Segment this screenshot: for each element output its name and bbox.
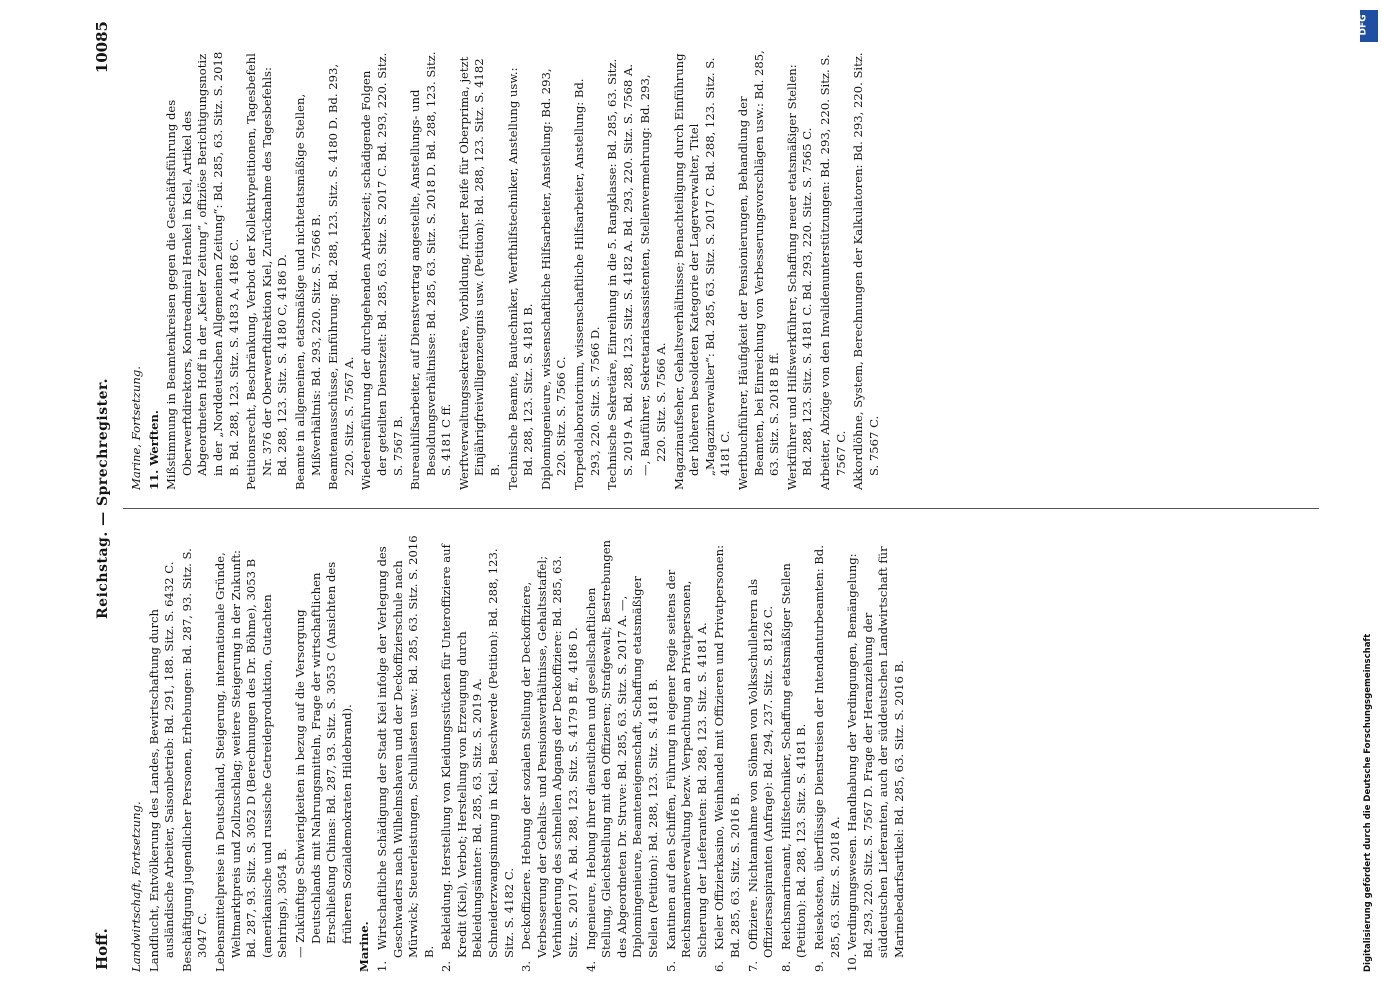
register-entry: Beamtenausschüsse, Einführung: Bd. 288, 123. Sitz. S. 4180 D. Bd. 293, 220. Sitz. S. 7567 A. <box>326 63 356 490</box>
register-entry: Technische Beamte, Bautechniker, Werfthilfstechniker, Anstellung usw.: Bd. 288, 123. Sitz. S. 4181 B. <box>505 67 536 490</box>
header-left-word: Hoff. <box>93 928 111 970</box>
register-entry: Wiedereinführung der durchgehenden Arbeitszeit; schädigende Folgen der geteilten Dienstzeit: Bd. 285, 63. Sitz. S. 2017 C. Bd. 293, 220. Sitz. S. 7567 B. <box>359 52 405 490</box>
funding-note: Digitalisierung gefördert durch die Deutsche Forschungsgemeinschaft <box>1363 633 1373 972</box>
register-entry: Werftverwaltungssekretäre, Vorbildung, früher Reife für Oberprima, jetzt Einjährigfreiwilligenzeugnis usw. (Petition): Bd. 288, 123. Sitz. S. 4182 B. <box>456 56 503 490</box>
marine-item: 9.Reisekosten, überflüssige Dienstreisen der Intendanturbeamten: Bd. 285, 63. Sitz. S. 2018 A. <box>811 545 842 972</box>
register-page <box>89 21 1359 976</box>
right-continuation: Marine, Fortsetzung. <box>129 366 143 490</box>
page-header <box>89 21 123 976</box>
header-title: Reichstag. — Sprechregister. <box>95 378 111 619</box>
register-entry: Akkordlöhne, System, Berechnungen der Kalkulatoren: Bd. 293, 220. Sitz. S. 7567 C. <box>851 52 881 490</box>
marine-item: 2.Bekleidung. Herstellung von Kleidungsstücken für Unteroffiziere auf Kredit (Kiel), Verbot; Herstellung von Erzeugung durch Bekleidungsämter: Bd. 285, 63. Sitz. S. 2019 A. Schneiderzwangsinnung in Kiel, Beschwerde (Petition): Bd. 288, 123. Sitz. S. 4182 C. <box>439 544 516 972</box>
left-continuation: Landwirtschaft, Fortsetzung. <box>129 801 143 972</box>
register-entry: Torpedolaboratorium, wissenschaftliche Hilfsarbeiter, Anstellung: Bd. 293, 220. Sitz. S. 7566 D. <box>572 78 602 490</box>
register-entry: Diplomingenieure, wissenschaftliche Hilfsarbeiter, Anstellung: Bd. 293, 220. Sitz. S. 7566 C. <box>538 68 569 490</box>
register-entry: Lebensmittelpreise in Deutschland, Steigerung, internationale Gründe, Weltmarktpreis und Zollzuschlag; weitere Steigerung in der Zukunft: Bd. 287, 93. Sitz. S. 3052 D (Berechnungen des Dr. Böhme), 3053 B (amerikanische und russische Getreideproduktion, Gutachten Sehrings), 3054 B. <box>212 550 290 972</box>
marine-item: 8.Reichsmarineamt, Hilfstechniker, Schaffung etatsmäßiger Stellen (Petition): Bd. 288, 123. Sitz. S. 4181 B. <box>778 563 809 972</box>
marine-item: 7.Offiziere. Nichtannahme von Söhnen von Volksschullehrern als Offiziersaspiranten (Anfrage): Bd. 294, 237. Sitz. S. 8126 C. <box>745 578 776 972</box>
left-column <box>129 532 910 972</box>
register-entry: Landflucht, Entvölkerung des Landes, Bewirtschaftung durch ausländische Arbeiter, Saisonbetrieb: Bd. 291, 188. Sitz. S. 6432 C. <box>146 561 177 972</box>
register-entry: Beschäftigung jugendlicher Personen, Erhebungen: Bd. 287, 93. Sitz. S. 3047 C. <box>179 548 210 972</box>
marine-item: 5.Kantinen auf den Schiffen, Führung in eigener Regie seitens der Reichsmarineverwaltung bezw. Verpachtung an Privatpersonen, Sicherung der Lieferanten: Bd. 288, 123. Sitz. S. 4181 A. <box>663 569 709 972</box>
marine-item: 4.Ingenieure, Hebung ihrer dienstlichen und gesellschaftlichen Stellung, Gleichstellung mit den Offizieren; Strafgewalt; Bestrebungen des Abgeordneten Dr. Struve: Bd. 285, 63. Sitz. S. 2017 A. —, Diplomingenieure, Beamteneigenschaft, Schaffung etatsmäßiger Stellen (Petition): Bd. 288, 123. Sitz. S. 4181 B. <box>583 539 660 972</box>
right-column <box>129 50 884 490</box>
marine-item: 3.Deckoffiziere. Hebung der sozialen Stellung der Deckoffiziere, Verbesserung der Gehalts- und Pensionsverhältnisse, Gehaltsstaffel; Verhinderung des schnellen Abgangs der Deckoffiziere: Bd. 285, 63. Sitz. S. 2017 A. Bd. 288, 123. Sitz. S. 4179 B ff., 4186 D. <box>519 555 581 972</box>
register-subentry: — Zukünftige Schwierigkeiten in bezug auf die Versorgung Deutschlands mit Nahrungsmitteln, Frage der wirtschaftlichen Erschließung Chinas: Bd. 287, 93. Sitz. S. 3053 C (Ansichten des früheren Sozialdemokraten Hildebrand). <box>292 561 354 958</box>
register-entry: Beamte in allgemeinen, etatsmäßige und nichtetatsmäßige Stellen, Mißverhältnis: Bd. 293, 220. Sitz. S. 7566 B. <box>292 93 323 490</box>
page-number: 10085 <box>93 21 111 74</box>
dfg-logo <box>1360 10 1378 42</box>
register-entry: Mißstimmung in Beamtenkreisen gegen die Geschäftsführung des Oberwerftdirektors, Kontreadmiral Henkel in Kiel, Artikel des Abgeordneten Hoff in der „Kieler Zeitung“, offiziöse Berichtigungsnotiz in der „Norddeutschen Allgemeinen Zeitung“: Bd. 285, 63. Sitz. S. 2018 B. Bd. 288, 123. Sitz. S. 4183 A, 4186 C. <box>164 51 241 490</box>
register-entry: Petitionsrecht, Beschränkung, Verbot der Kollektivpetitionen, Tagesbefehl Nr. 376 der Oberwerftdirektion Kiel, Zurücknahme des Tagesbefehls: Bd. 288, 123. Sitz. S. 4180 C, 4186 D. <box>244 53 290 490</box>
dfg-logo-text: DFG <box>1358 14 1369 36</box>
register-entry: Arbeiter, Abzüge von den Invalidenunterstützungen: Bd. 293, 220. Sitz. S. 7567 C. <box>817 54 848 490</box>
register-entry: Magazinaufseher, Gehaltsverhältnisse; Benachteiligung durch Einführung der höheren besoldeten Kategorie der Lagerverwalter, Titel „Magazinverwalter“: Bd. 285, 63. Sitz. S. 2017 C. Bd. 288, 123. Sitz. S. 4181 C. <box>671 53 733 490</box>
werften-heading: 11. Werften. <box>146 410 161 490</box>
marine-heading: Marine. <box>357 921 372 972</box>
register-subentry: —, Bauführer, Sekretariatsassistenten, Stellenvermehrung: Bd. 293, 220. Sitz. S. 7566 A. <box>638 74 668 476</box>
column-divider <box>123 508 1319 509</box>
marine-item: 1.Wirtschaftliche Schädigung der Stadt Kiel infolge der Verlegung des Geschwaders nach Wilhelmshaven und der Deckoffizierschule nach Mürwick; Steuerleistungen, Schullasten usw.: Bd. 285, 63. Sitz. S. 2016 B. <box>374 535 436 972</box>
register-entry: Technische Sekretäre, Einreihung in die 5. Rangklasse: Bd. 285, 63. Sitz. S. 2019 A. Bd. 288, 123. Sitz. S. 4182 A. Bd. 293, 220. Sitz. S. 7568 A. <box>605 58 635 490</box>
register-entry: Bureauhilfsarbeiter, auf Dienstvertrag angestellte, Anstellungs- und Besoldungsverhältnisse: Bd. 285, 63. Sitz. S. 2018 D. Bd. 288, 123. Sitz. S. 4181 C ff. <box>408 51 454 490</box>
marine-item: 10.Verdingungswesen. Handhabung der Verdingungen, Bemängelung: Bd. 293, 220. Sitz. S. 7567 D. Frage der Heranziehung der süddeutschen Lieferanten, auch der süddeutschen Landwirtschaft für Marinebedarfsartikel: Bd. 285, 63. Sitz. S. 2016 B. <box>845 546 906 972</box>
register-entry: Werkführer und Hilfswerkführer, Schaffung neuer etatsmäßiger Stellen: Bd. 288, 123. Sitz. S. 4181 C. Bd. 293, 220. Sitz. S. 7565 C. <box>784 64 815 490</box>
register-entry: Werftbuchführer, Häufigkeit der Pensionierungen, Behandlung der Beamten, bei Einreichung von Verbesserungsvorschlägen usw.: Bd. 285, 63. Sitz. S. 2018 B ff. <box>735 50 782 490</box>
marine-item: 6.Kieler Offizierkasino, Weinhandel mit Offizieren und Privatpersonen: Bd. 285, 63. Sitz. S. 2016 B. <box>712 544 742 972</box>
